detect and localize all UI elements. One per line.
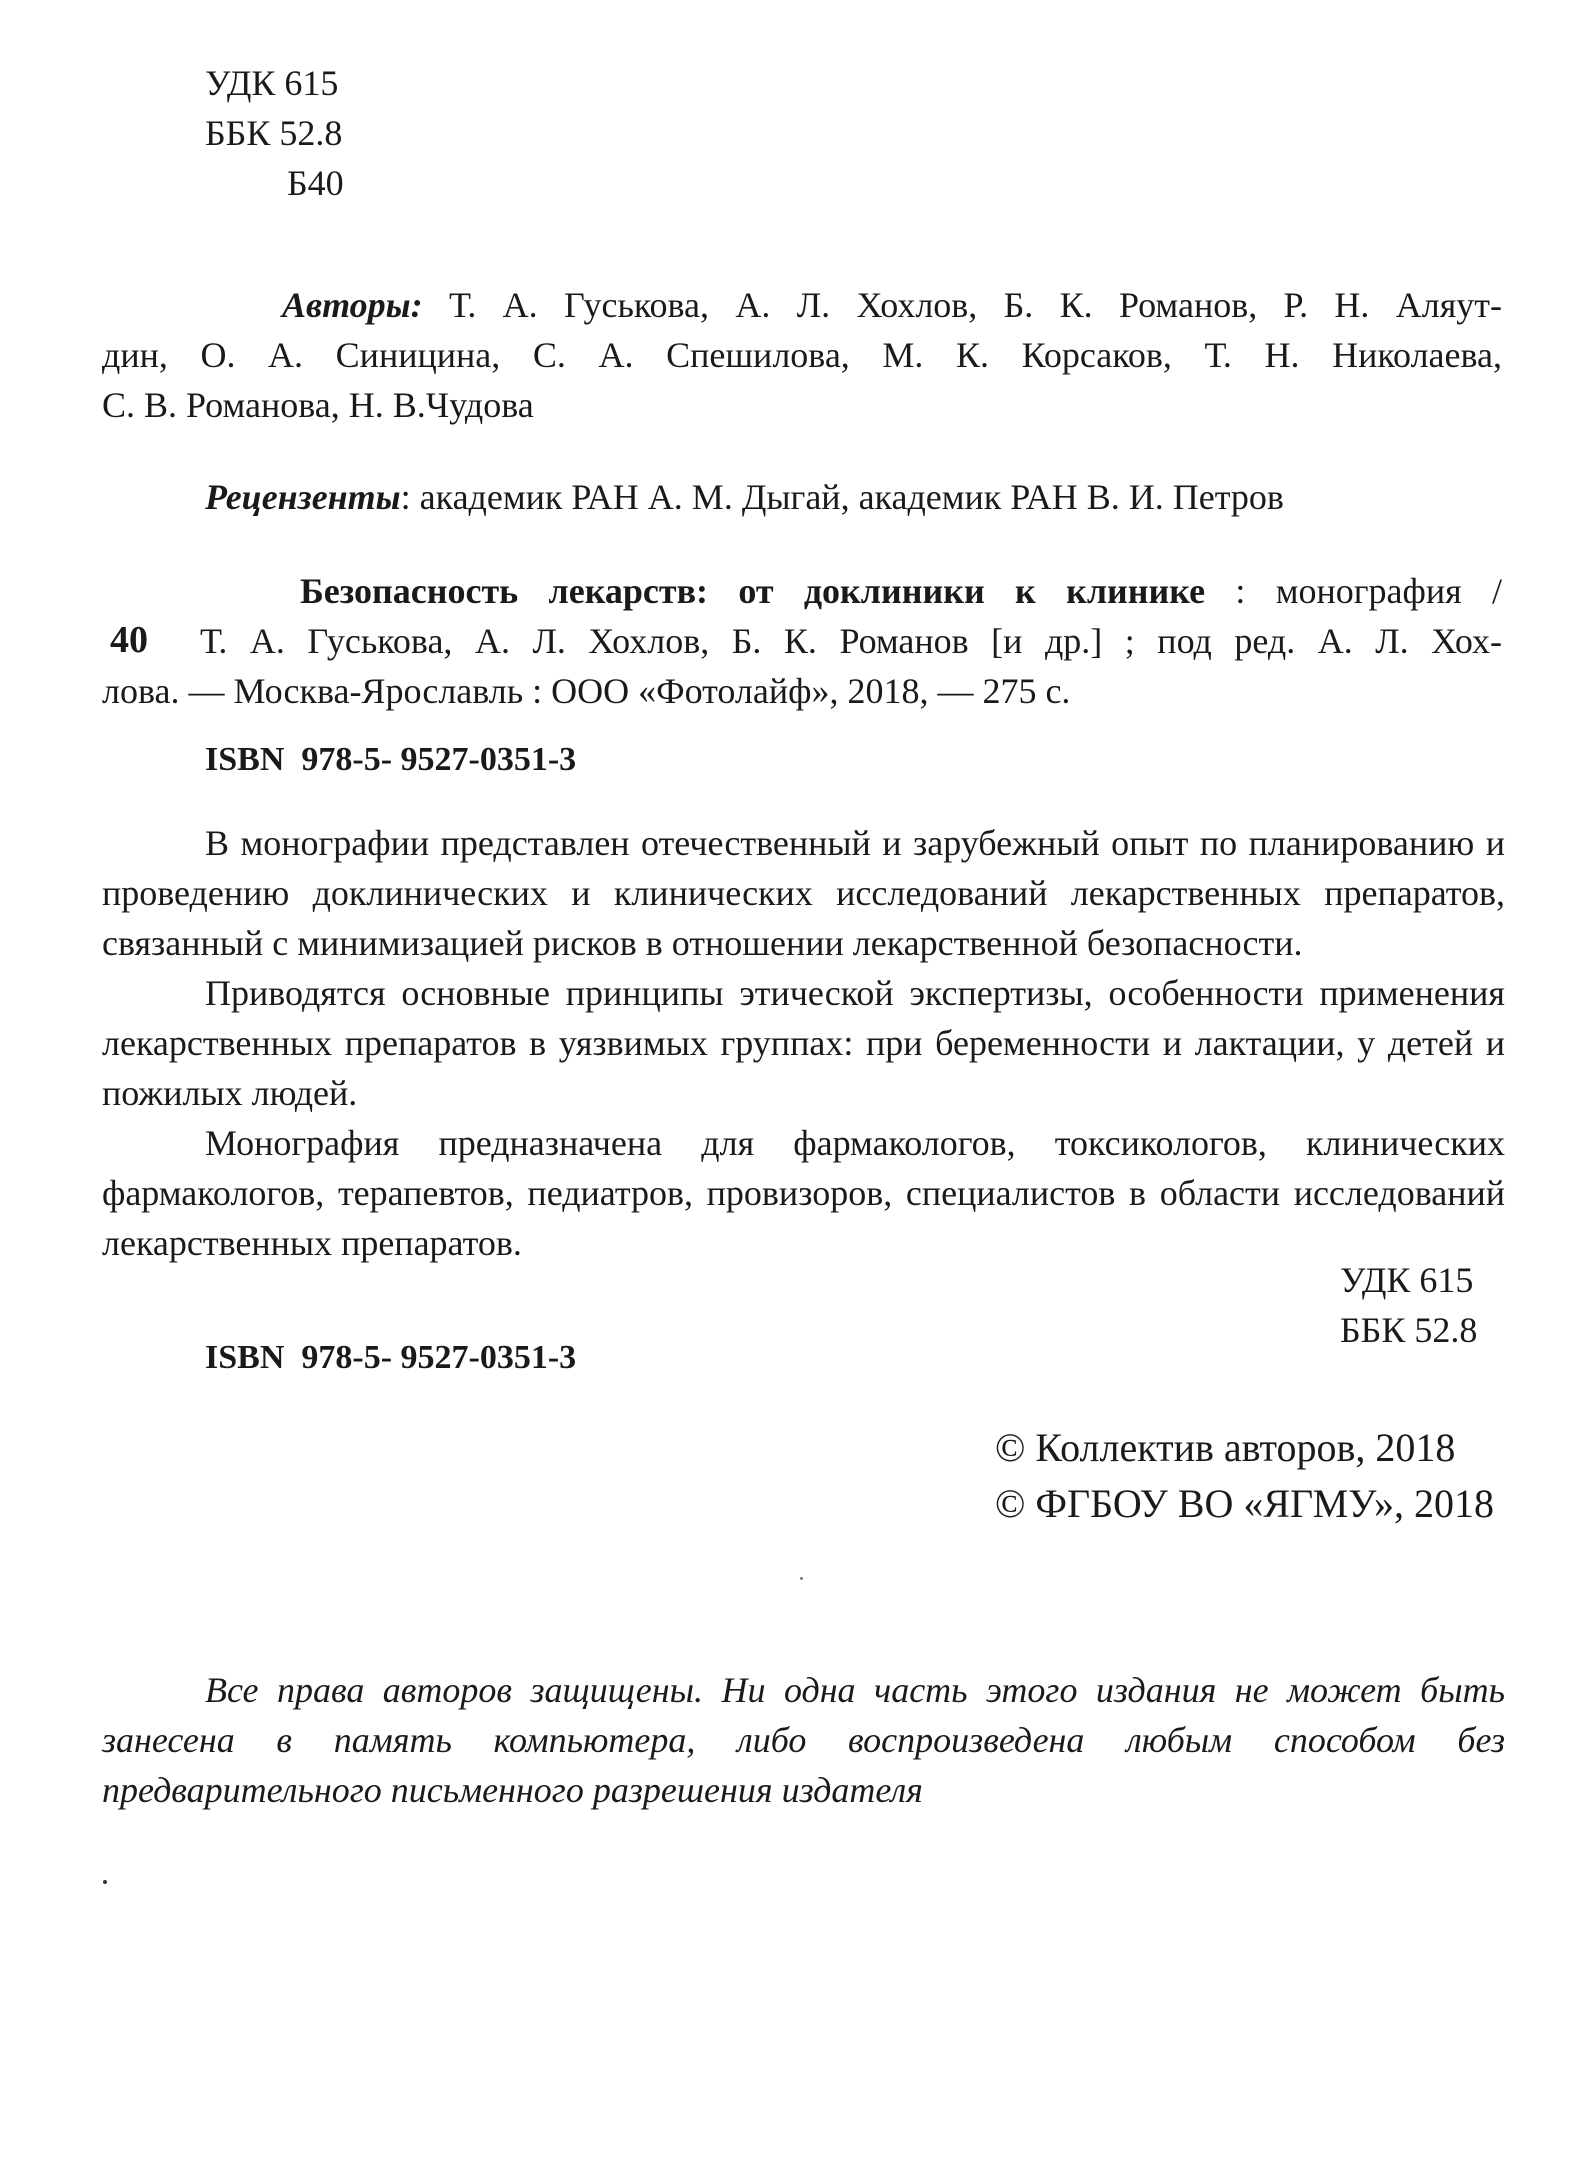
footer-classification-codes <box>1340 1255 1477 1355</box>
rights-text: Все права авторов защищены. Ни одна часть этого издания не может быть занесена в память компьютера, либо воспроизведена любым способом без предварительного письменного разрешения издателя <box>102 1670 1505 1810</box>
authors-line-1: Т. А. Гуськова, А. Л. Хохлов, Б. К. Романов, Р. Н. Аляут- <box>448 285 1503 325</box>
footer-udk: УДК 615 <box>1340 1260 1474 1300</box>
print-speck <box>800 1577 803 1580</box>
copyright-block <box>995 1420 1494 1532</box>
biblio-line-1-rest: : монография / <box>1205 571 1502 611</box>
biblio-line-3: лова. — Москва-Ярославль : ООО «Фотолайф», 2018, — 275 с. <box>102 671 1071 711</box>
biblio-line-2: Т. А. Гуськова, А. Л. Хохлов, Б. К. Романов [и др.] ; под ред. А. Л. Хох- <box>200 621 1502 661</box>
author-mark: Б40 <box>287 163 344 203</box>
reviewers-label: Рецензенты <box>205 477 401 517</box>
reviewers-text: : академик РАН А. М. Дыгай, академик РАН В. И. Петров <box>400 477 1284 517</box>
authors-block <box>102 280 1502 430</box>
authors-line-3: С. В. Романова, Н. В.Чудова <box>102 385 534 425</box>
classification-codes <box>205 58 344 208</box>
authors-label: Авторы: <box>282 285 423 325</box>
footer-bbk: ББК 52.8 <box>1340 1310 1478 1350</box>
copyright-line-2: © ФГБОУ ВО «ЯГМУ», 2018 <box>995 1481 1494 1526</box>
bbk-code: ББК 52.8 <box>205 113 343 153</box>
abstract-paragraph-1: В монографии представлен отечественный и зарубежный опыт по планированию и проведению доклинических и клинических исследований лекарственных препаратов, связанный с минимизацией рисков в отношении лекарственной безопасности. <box>102 823 1505 963</box>
authors-line-2: дин, О. А. Синицина, С. А. Спешилова, М. К. Корсаков, Т. Н. Николаева, <box>102 335 1502 375</box>
abstract-paragraph-2: Приводятся основные принципы этической экспертизы, особенности применения лекарственных препаратов в уязвимых группах: при беременности и лактации, у детей и пожилых людей. <box>102 973 1505 1113</box>
abstract <box>102 818 1505 1268</box>
catalog-number: 40 <box>110 619 148 661</box>
print-dot <box>103 1880 107 1884</box>
udk-code: УДК 615 <box>205 63 339 103</box>
isbn-top: ISBN 978-5- 9527-0351-3 <box>205 741 577 778</box>
reviewers-block <box>205 472 1505 522</box>
abstract-paragraph-3: Монография предназначена для фармакологов, токсикологов, клинических фармакологов, терапевтов, педиатров, провизоров, специалистов в области исследований лекарственных препаратов. <box>102 1123 1505 1263</box>
book-title: Безопасность лекарств: от доклиники к клинике <box>300 571 1206 611</box>
isbn-bottom: ISBN 978-5- 9527-0351-3 <box>205 1339 577 1376</box>
bibliographic-record <box>102 566 1502 716</box>
copyright-line-1: © Коллектив авторов, 2018 <box>995 1425 1456 1470</box>
rights-notice <box>102 1665 1505 1815</box>
